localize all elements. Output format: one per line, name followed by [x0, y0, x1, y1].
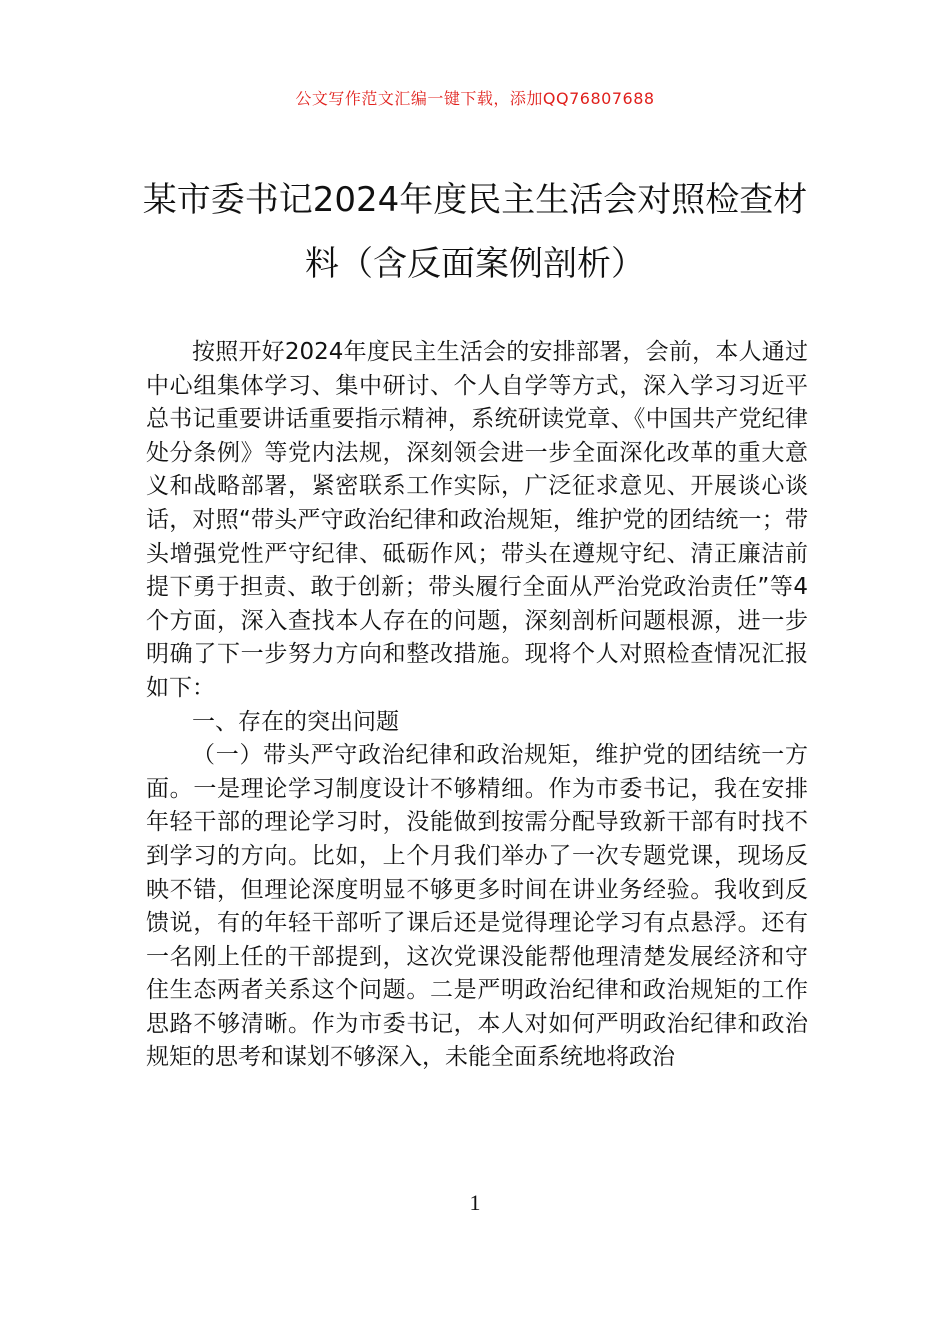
section-heading: 一、存在的突出问题	[192, 708, 399, 735]
page-number: 1	[469, 1190, 481, 1215]
download-notice: 公文写作范文汇编一键下载，添加QQ76807688	[295, 89, 655, 108]
document-title: 某市委书记2024年度民主生活会对照检查材料（含反面案例剖析）	[142, 180, 808, 284]
document-body	[146, 336, 808, 1075]
intro-paragraph: 按照开好2024年度民主生活会的安排部署，会前，本人通过中心组集体学习、集中研讨、个人自学等方式，深入学习习近平总书记重要讲话重要指示精神，系统研读党章、《中国共产党纪律处分条例》等党内法规，深刻领会进一步全面深化改革的重大意义和战略部署，紧密联系工作实际，广泛征求意见、开展谈心谈话，对照“带头严守政治纪律和政治规矩，维护党的团结统一；带头增强党性严守纪律、砥砺作风；带头在遵规守纪、清正廉洁前提下勇于担责、敢于创新；带头履行全面从严治党政治责任”等4个方面，深入查找本人存在的问题，深刻剖析问题根源，进一步明确了下一步努力方向和整改措施。现将个人对照检查情况汇报如下：	[146, 339, 808, 701]
body-paragraph: （一）带头严守政治纪律和政治规矩，维护党的团结统一方面。一是理论学习制度设计不够精细。作为市委书记，我在安排年轻干部的理论学习时，没能做到按需分配导致新干部有时找不到学习的方向。比如，上个月我们举办了一次专题党课，现场反映不错，但理论深度明显不够更多时间在讲业务经验。我收到反馈说，有的年轻干部听了课后还是觉得理论学习有点悬浮。还有一名刚上任的干部提到，这次党课没能帮他理清楚发展经济和守住生态两者关系这个问题。二是严明政治纪律和政治规矩的工作思路不够清晰。作为市委书记，本人对如何严明政治纪律和政治规矩的思考和谋划不够深入，未能全面系统地将政治	[146, 742, 808, 1071]
